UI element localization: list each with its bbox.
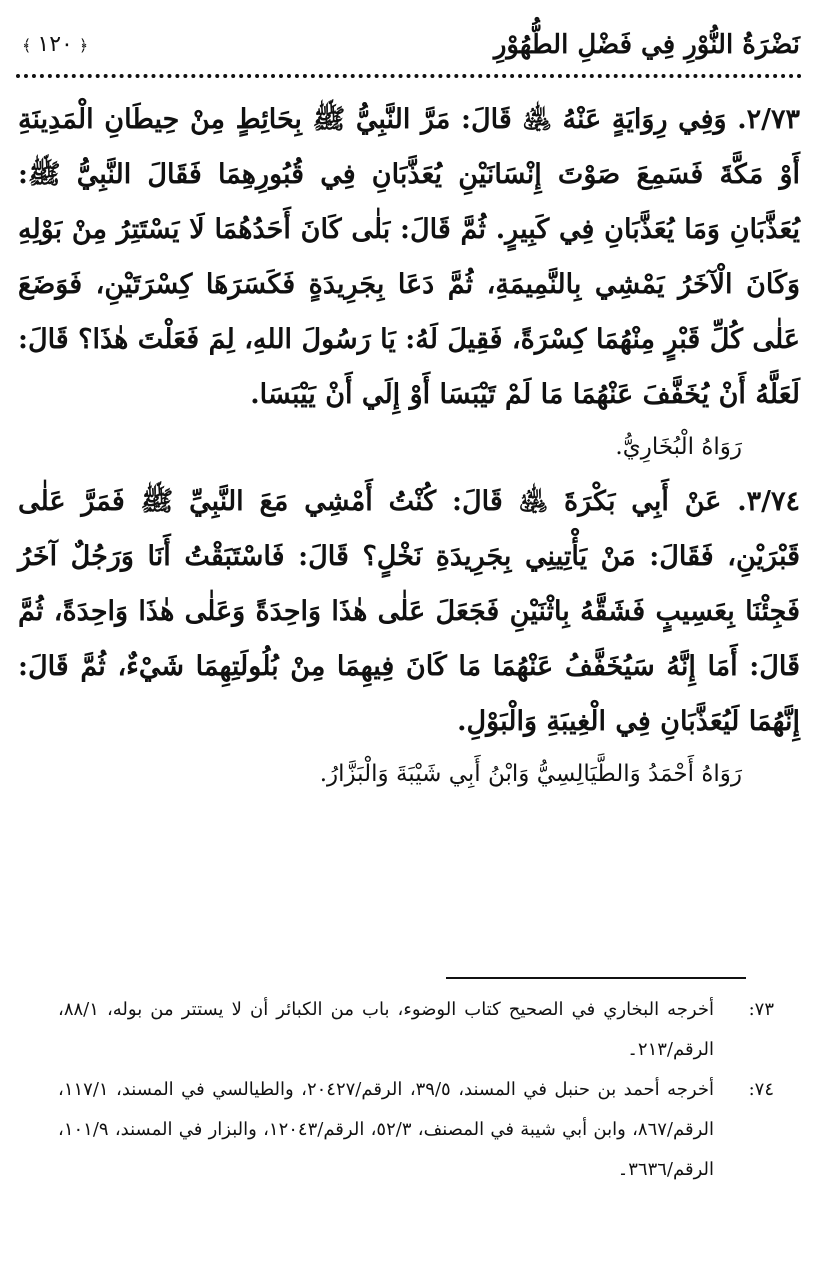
hadith-text: وَفِي رِوَايَةٍ عَنْهُ ﵁ قَالَ: مَرَّ النَّبِيُّ ﷺ بِحَائِطٍ مِنْ حِيطَانِ الْمَدِينَةِ أَوْ مَكَّةَ فَسَمِعَ صَوْتَ إِنْسَانَيْنِ يُعَذَّبَانِ فِي قُبُورِهِمَا فَقَالَ النَّبِيُّ ﷺ: يُعَذَّبَانِ وَمَا يُعَذَّبَانِ فِي كَبِيرٍ. ثُمَّ قَالَ: بَلٰى كَانَ أَحَدُهُمَا لَا يَسْتَتِرُ مِنْ بَوْلِهِ وَكَانَ الْآخَرُ يَمْشِي بِالنَّمِيمَةِ، ثُمَّ دَعَا بِجَرِيدَةٍ فَكَسَرَهَا كِسْرَتَيْنِ، فَوَضَعَ عَلٰى كُلِّ قَبْرٍ مِنْهُمَا كِسْرَةً، فَقِيلَ لَهُ: يَا رَسُولَ اللهِ، لِمَ فَعَلْتَ هٰذَا؟ قَالَ: لَعَلَّهُ أَنْ يُخَفَّفَ عَنْهُمَا مَا لَمْ تَيْبَسَا أَوْ إِلَي أَنْ يَيْبَسَا. — [18, 104, 800, 410]
running-title: نَضْرَةُ النُّوْرِ فِي فَضْلِ الطُّهُوْرِ — [493, 30, 800, 60]
page-number: ١٢٠ — [37, 32, 73, 57]
hadith-number: ٢/٧٣. — [737, 104, 801, 135]
footnote-text: أخرجه البخاري في الصحيح كتاب الوضوء، باب من الكبائر أن لا يستتر من بوله، ٨٨/١، الرقم/٢١٣۔ — [58, 999, 714, 1060]
footnote-item — [58, 1070, 774, 1190]
hadith-source: رَوَاهُ الْبُخَارِيُّ. — [615, 434, 742, 460]
hadith-text: عَنْ أَبِي بَكْرَةَ ﵁ قَالَ: كُنْتُ أَمْشِي مَعَ النَّبِيِّ ﷺ فَمَرَّ عَلٰى قَبْرَيْنِ، فَقَالَ: مَنْ يَأْتِينِي بِجَرِيدَةِ نَخْلٍ؟ قَالَ: فَاسْتَبَقْتُ أَنَا وَرَجُلٌ آخَرُ فَجِئْنَا بِعَسِيبٍ فَشَقَّهُ بِاثْنَيْنِ فَجَعَلَ عَلٰى هٰذَا وَاحِدَةً وَعَلٰى هٰذَا وَاحِدَةً، ثُمَّ قَالَ: أَمَا إِنَّهُ سَيُخَفَّفُ عَنْهُمَا مَا كَانَ فِيهِمَا مِنْ بُلُولَتِهِمَا شَيْءٌ، ثُمَّ قَالَ: إِنَّهُمَا لَيُعَذَّبَانِ فِي الْغِيبَةِ وَالْبَوْلِ. — [18, 486, 800, 737]
footnote-item — [58, 990, 774, 1070]
ornament-left-icon: ﴾ — [22, 36, 32, 55]
hadith-paragraph — [18, 92, 800, 422]
page-header — [16, 22, 800, 76]
hadith-paragraph — [18, 474, 800, 749]
footnote-text: أخرجه أحمد بن حنبل في المسند، ٣٩/٥، الرقم/٢٠٤٢٧، والطيالسي في المسند، ١١٧/١، الرقم/٨٦٧، وابن أبي شيبة في المصنف، ٥٢/٣، الرقم/١٢٠٤٣، والبزار في المسند، ١٠١/٩، الرقم/٣٦٣٦۔ — [58, 1079, 714, 1180]
header-dotted-rule — [16, 74, 802, 78]
footnote-number: ٧٤: — [748, 1079, 774, 1100]
footnote-number: ٧٣: — [748, 999, 774, 1020]
main-text — [18, 92, 800, 799]
footnote-separator — [446, 977, 746, 979]
footnotes — [58, 990, 774, 1190]
hadith-source: رَوَاهُ أَحْمَدُ وَالطَّيَالِسِيُّ وَابْنُ أَبِي شَيْبَةَ وَالْبَزَّارُ. — [319, 761, 742, 787]
page-number-group — [16, 32, 94, 57]
hadith-number: ٣/٧٤. — [737, 486, 800, 517]
ornament-right-icon: ﴿ — [78, 36, 89, 55]
